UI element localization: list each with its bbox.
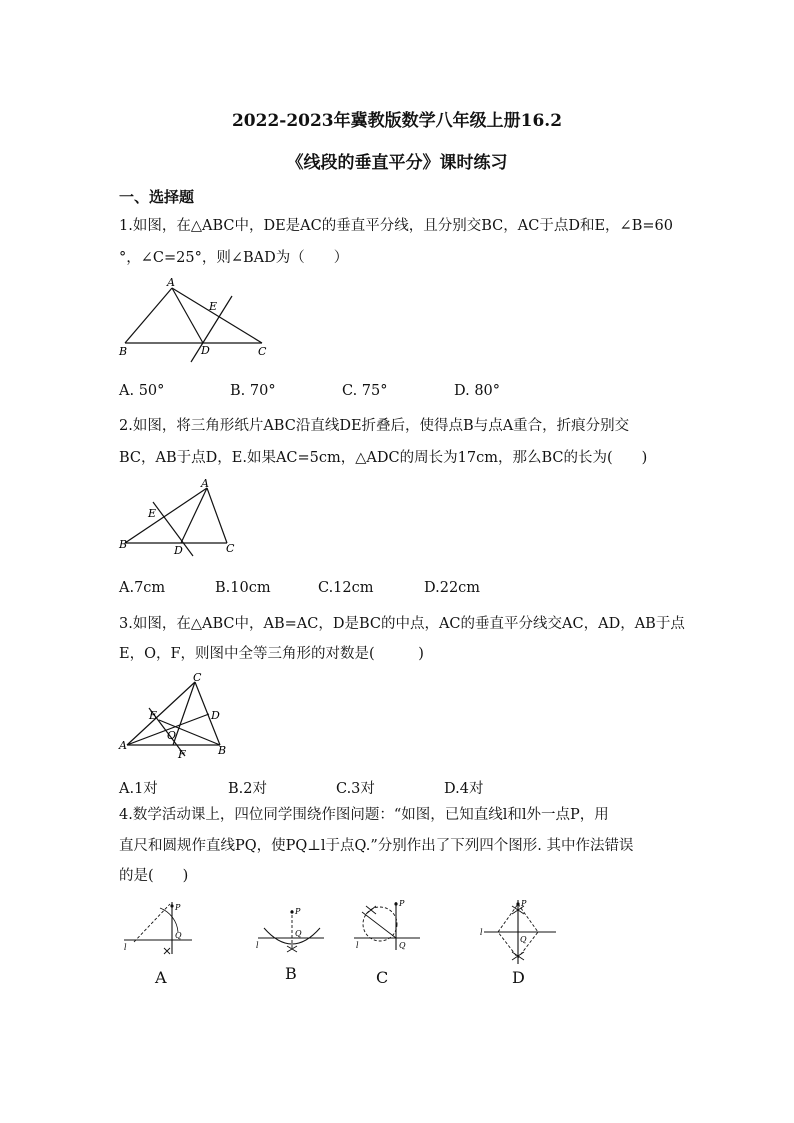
q1-label-e: E bbox=[209, 300, 218, 313]
q2-option-d[interactable]: D.22cm bbox=[424, 580, 481, 596]
q3-label-o: O bbox=[167, 729, 177, 742]
q2-label-c: C bbox=[226, 542, 235, 555]
q3-label-a: A bbox=[119, 739, 127, 752]
q4b-label-q: Q bbox=[295, 929, 302, 938]
q4d-label-q: Q bbox=[520, 935, 527, 944]
q1-label-c: C bbox=[258, 345, 267, 358]
section-heading: 一、选择题 bbox=[119, 188, 195, 206]
q1-label-b: B bbox=[119, 345, 128, 358]
q4b-label-p: P bbox=[295, 907, 301, 916]
q4a-label-l: l bbox=[124, 943, 127, 952]
q2-label-b: B bbox=[119, 538, 128, 551]
q4c-label-q: Q bbox=[399, 941, 406, 950]
q4c-label-l: l bbox=[356, 941, 359, 950]
q4a-label-q: Q bbox=[175, 931, 182, 940]
q4b-label-l: l bbox=[256, 941, 259, 950]
q4-figure-d[interactable] bbox=[478, 894, 562, 968]
q2-option-b[interactable]: B.10cm bbox=[215, 580, 271, 596]
q4-text-line-3: 的是( ) bbox=[119, 868, 189, 884]
q3-text-line-1: 3.如图，在△ABC中，AB=AC，D是BC的中点，AC的垂直平分线交AC，AD，AB于点 bbox=[119, 616, 685, 632]
q4-figure-label-b: B bbox=[285, 964, 297, 983]
q4-figure-b[interactable] bbox=[252, 898, 332, 968]
q2-option-a[interactable]: A.7cm bbox=[119, 580, 166, 596]
q2-label-d: D bbox=[174, 544, 183, 557]
q2-label-a: A bbox=[201, 477, 209, 490]
q3-option-c[interactable]: C.3对 bbox=[336, 781, 375, 797]
q2-text-line-2: BC，AB于点D，E.如果AC=5cm，△ADC的周长为17cm，那么BC的长为( ) bbox=[119, 450, 648, 466]
q2-text-line-1: 2.如图，将三角形纸片ABC沿直线DE折叠后，使得点B与点A重合，折痕分别交 bbox=[119, 418, 630, 434]
q4d-label-l: l bbox=[480, 928, 483, 937]
q3-option-b[interactable]: B.2对 bbox=[228, 781, 267, 797]
q3-label-f: F bbox=[178, 748, 186, 761]
q4a-label-p: P bbox=[175, 903, 181, 912]
q3-figure bbox=[117, 672, 242, 762]
q4d-label-p: P bbox=[521, 899, 527, 908]
q4c-label-p: P bbox=[399, 899, 405, 908]
q1-figure bbox=[117, 276, 277, 364]
q4-figure-label-d: D bbox=[512, 968, 525, 987]
q2-figure bbox=[117, 476, 247, 560]
q3-label-e: E bbox=[149, 709, 158, 722]
q4-text-line-1: 4.数学活动课上，四位同学围绕作图问题：“如图，已知直线l和l外一点P，用 bbox=[119, 807, 609, 823]
q3-label-d: D bbox=[211, 709, 220, 722]
q3-label-b: B bbox=[218, 744, 227, 757]
q4-figure-label-c: C bbox=[376, 968, 389, 987]
q4-figure-a[interactable] bbox=[120, 898, 200, 968]
q3-text-line-2: E，O，F，则图中全等三角形的对数是( ) bbox=[119, 646, 424, 662]
q1-option-a[interactable]: A. 50° bbox=[119, 383, 165, 399]
q1-label-d: D bbox=[201, 344, 210, 357]
q2-label-e: E bbox=[148, 507, 157, 520]
q1-option-c[interactable]: C. 75° bbox=[342, 383, 388, 399]
q3-option-a[interactable]: A.1对 bbox=[119, 781, 158, 797]
q3-option-d[interactable]: D.4对 bbox=[444, 781, 484, 797]
q3-label-c: C bbox=[193, 672, 202, 684]
title-line-1: 2022-2023年冀教版数学八年级上册16.2 bbox=[231, 111, 563, 131]
q1-option-d[interactable]: D. 80° bbox=[454, 383, 501, 399]
q1-label-a: A bbox=[167, 276, 175, 289]
q4-figure-c[interactable] bbox=[350, 896, 430, 968]
q1-text-line-2: °，∠C=25°，则∠BAD为（ ） bbox=[119, 250, 349, 266]
title-line-2: 《线段的垂直平分》课时练习 bbox=[286, 153, 508, 173]
q4-figure-label-a: A bbox=[155, 968, 167, 987]
q2-option-c[interactable]: C.12cm bbox=[318, 580, 374, 596]
q1-text-line-1: 1.如图，在△ABC中，DE是AC的垂直平分线，且分别交BC，AC于点D和E，∠B=60 bbox=[119, 218, 673, 234]
q4-text-line-2: 直尺和圆规作直线PQ，使PQ⊥l于点Q.”分别作出了下列四个图形. 其中作法错误 bbox=[119, 838, 634, 854]
q1-option-b[interactable]: B. 70° bbox=[230, 383, 276, 399]
